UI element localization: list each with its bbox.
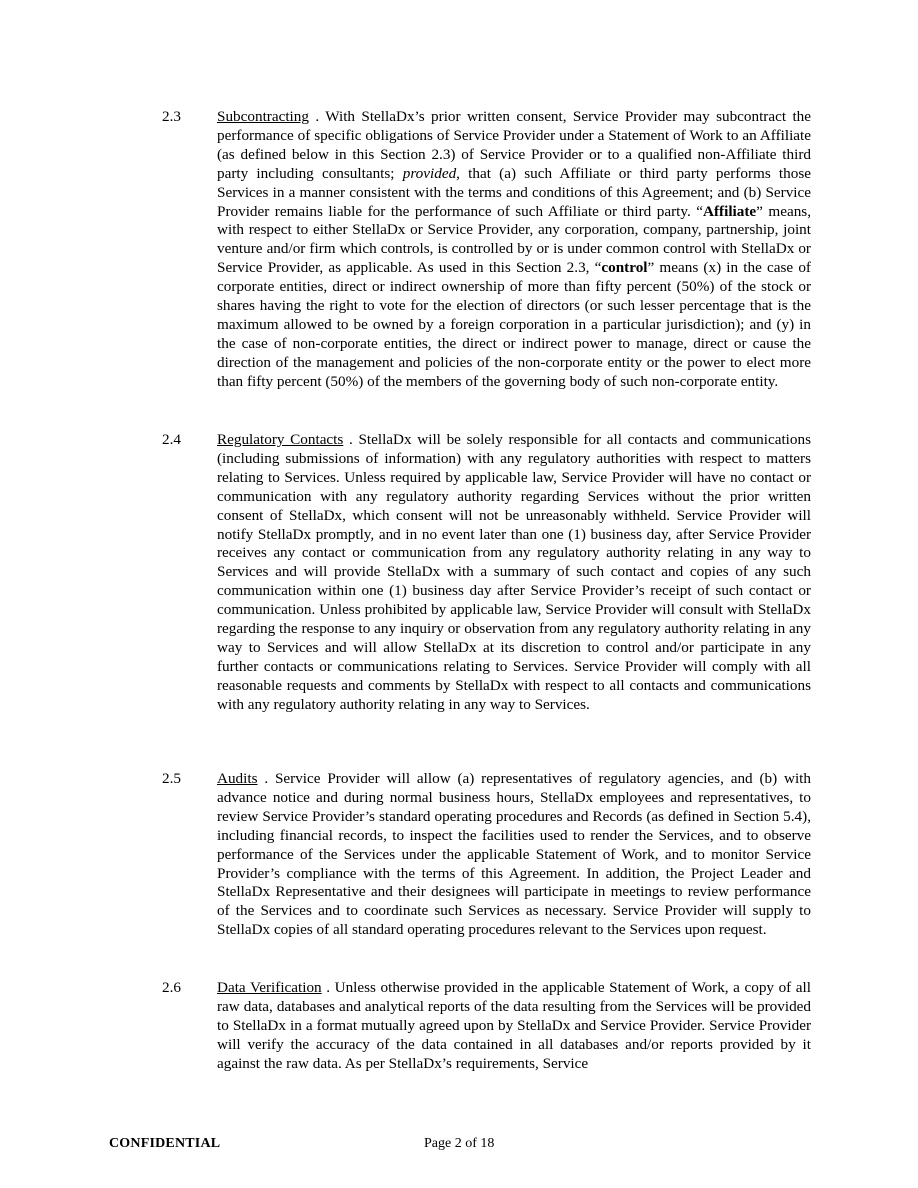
section-number: 2.3: [162, 108, 181, 125]
defined-term: control: [601, 259, 648, 277]
body-text: . Service Provider will allow (a) representatives of regulatory agencies, and (b) with advance notice and during normal business hours, StellaDx employees and representatives, to review Service Provider’s standard operating procedures and Records (as defined in Section 5.4), including financial records, to inspect the facilities used to render the Services, and to observe performance of the Services under the applicable Statement of Work, and to monitor Service Provider’s compliance with the terms of this Agreement. In addition, the Project Leader and StellaDx Representative and their designees will participate in meetings to review performance of the Services and to coordinate such Services as necessary. Service Provider will supply to StellaDx copies of all standard operating procedures relevant to the Services upon request.: [217, 770, 811, 939]
body-text: . StellaDx will be solely responsible for all contacts and communications (including submissions of information) with any regulatory authorities with respect to matters relating to Services. Unless required by applicable law, Service Provider will have no contact or communication with any regulatory authority regarding Services without the prior written consent of StellaDx, which consent will not be unreasonably withheld. Service Provider will notify StellaDx promptly, and in no event later than one (1) business day, after Service Provider receives any contact or communication from any regulatory authority relating in any way to Services and will provide StellaDx with a summary of such contact and copies of any such communication within one (1) business day after Service Provider’s receipt of such contact or communication. Unless prohibited by applicable law, Service Provider will consult with StellaDx regarding the response to any inquiry or observation from any regulatory authority relating in any way to Services and will allow StellaDx at its discretion to control and/or participate in any further contacts or communications relating to Services. Service Provider will comply with all reasonable requests and comments by StellaDx with respect to all contacts and communications with any regulatory authority relating in any way to Services.: [217, 431, 812, 713]
section-heading: Data Verification: [217, 979, 322, 996]
defined-term: Affiliate: [703, 202, 757, 220]
body-text: , that (a) such Affiliate or third party performs those Services in a manner consistent with the terms and conditions of this Agreement; and (b) Service Provider remains liable for the performance of such Affiliate or third party. “: [217, 164, 811, 220]
section-number: 2.5: [162, 770, 181, 787]
emphasis-text: provided: [402, 164, 457, 182]
section-number: 2.4: [162, 431, 181, 448]
section-heading: Subcontracting: [217, 108, 309, 125]
section-heading: Audits: [217, 770, 258, 787]
section-body: [217, 770, 811, 940]
section-body: [217, 431, 811, 715]
section-body: [217, 108, 811, 392]
body-text: ” means (x) in the case of corporate entities, direct or indirect ownership of more than fifty percent (50%) of the stock or shares having the right to vote for the election of directors (or such lesser percentage that is the maximum allowed to be owned by a foreign corporation in a particular jurisdiction); and (y) in the case of non-corporate entities, the direct or indirect power to manage, direct or cause the direction of the management and policies of the non-corporate entity or the power to elect more than fifty percent (50%) of the members of the governing body of such non-corporate entity.: [217, 259, 811, 390]
page-number: Page 2 of 18: [424, 1136, 495, 1151]
body-text: . Unless otherwise provided in the applicable Statement of Work, a copy of all raw data, databases and analytical reports of the data resulting from the Services will be provided to StellaDx in a format mutually agreed upon by StellaDx and Service Provider. Service Provider will verify the accuracy of the data contained in all databases and/or reports provided by it against the raw data. As per StellaDx’s requirements, Service: [217, 979, 811, 1072]
confidential-label: CONFIDENTIAL: [109, 1136, 221, 1151]
body-text: . With StellaDx’s prior written consent, Service Provider may subcontract the performance of specific obligations of Service Provider under a Statement of Work to an Affiliate (as defined below in this Section 2.3) of Service Provider or to a qualified non-Affiliate third party including consultants;: [217, 108, 812, 182]
section-heading: Regulatory Contacts: [217, 431, 344, 448]
section-number: 2.6: [162, 979, 181, 996]
section-body: [217, 979, 811, 1074]
body-text: ” means, with respect to either StellaDx or Service Provider, any corporation, company, partnership, joint venture and/or firm which controls, is controlled by or is under common control with StellaDx or Service Provider, as applicable. As used in this Section 2.3, “: [217, 202, 811, 277]
